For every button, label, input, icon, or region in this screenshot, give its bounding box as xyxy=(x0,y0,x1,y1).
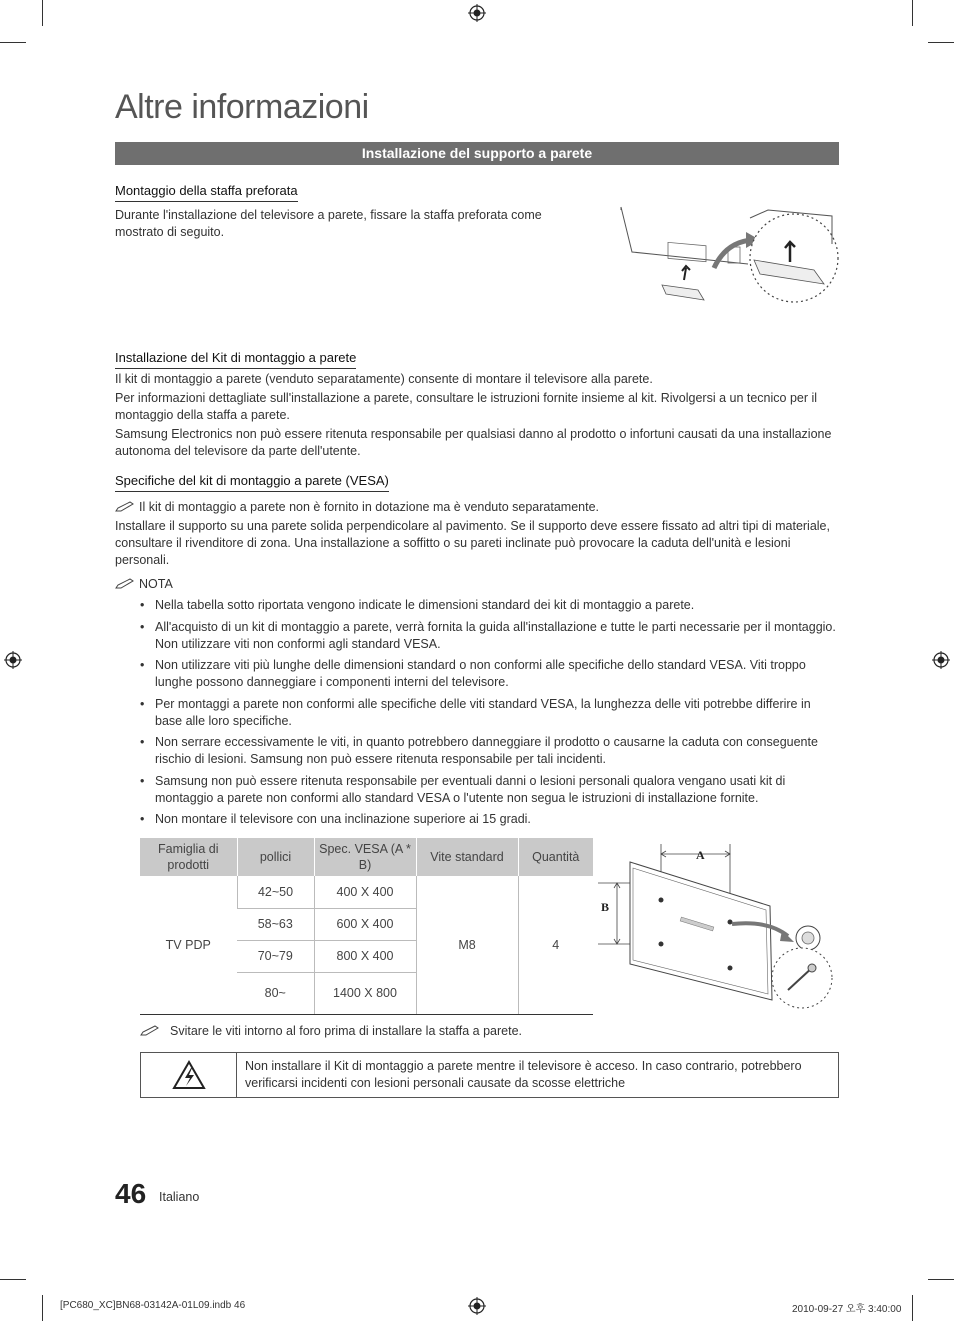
page-language: Italiano xyxy=(159,1190,200,1204)
pencil-note-icon xyxy=(115,501,135,513)
screw-note-text: Svitare le viti intorno al foro prima di installare la staffa a parete. xyxy=(170,1024,523,1038)
crop-mark xyxy=(928,42,954,43)
note-item: • Non utilizzare viti più lunghe delle dimensioni standard o non conformi alle specifiche dello standard VESA. Viti troppo lunghe possono danneggiare i componenti interni del televisore. xyxy=(140,657,840,691)
crop-mark xyxy=(42,0,43,26)
column-header: Vite standard xyxy=(416,838,518,876)
kit-heading: Installazione del Kit di montaggio a parete xyxy=(115,350,356,369)
vesa-spec-table xyxy=(140,838,593,1015)
note-item: • All'acquisto di un kit di montaggio a parete, verrà fornita la guida all'installazione e tutte le parti necessarie per il montaggio. Non utilizzare viti non conformi agli standard VESA. xyxy=(140,619,840,653)
registration-mark-icon xyxy=(468,1297,486,1315)
registration-mark-icon xyxy=(468,4,486,22)
crop-mark xyxy=(928,1279,954,1280)
crop-mark xyxy=(42,1295,43,1321)
kit-paragraph-1: Il kit di montaggio a parete (venduto separatamente) consente di montare il televisore alla parete. xyxy=(115,372,653,386)
note-item: • Non montare il televisore con una inclinazione superiore ai 15 gradi. xyxy=(140,811,840,828)
electric-shock-warning-icon xyxy=(172,1060,206,1090)
bracket-illustration xyxy=(618,202,842,316)
vesa-heading: Specifiche del kit di montaggio a parete (VESA) xyxy=(115,473,389,492)
inches-cell: 58~63 xyxy=(237,908,314,940)
note-item: • Nella tabella sotto riportata vengono indicate le dimensioni standard dei kit di montaggio a parete. xyxy=(140,597,840,614)
inches-cell: 80~ xyxy=(237,972,314,1014)
pencil-note-icon xyxy=(140,1025,160,1037)
screw-note-row xyxy=(140,1023,840,1040)
dimension-label-a: A xyxy=(696,848,705,862)
pencil-note-icon xyxy=(115,578,135,590)
warning-box xyxy=(140,1052,839,1098)
page-number: 46 xyxy=(115,1178,147,1209)
note-item: • Per montaggi a parete non conformi alle specifiche delle viti standard VESA, la lunghezza delle viti potrebbe differire in base alle loro specifiche. xyxy=(140,696,840,730)
quantity-cell: 4 xyxy=(518,876,593,1014)
inches-cell: 42~50 xyxy=(237,876,314,908)
registration-mark-icon xyxy=(4,651,22,669)
kit-paragraph-3: Samsung Electronics non può essere ritenuta responsabile per qualsiasi danno al prodotto o infortuni causati da una installazione autonoma del televisore da parte dell'utente. xyxy=(115,427,832,458)
note-list xyxy=(140,597,840,833)
column-header: Spec. VESA (A * B) xyxy=(314,838,416,876)
bracket-text: Durante l'installazione del televisore a parete, fissare la staffa preforata come mostrato di seguito. xyxy=(115,208,542,239)
table-row xyxy=(140,876,593,908)
kit-paragraph-2: Per informazioni dettagliate sull'installazione a parete, consultare le istruzioni fornite insieme al kit. Rivolgersi a un tecnico per il montaggio della staffa a parete. xyxy=(115,391,818,422)
crop-mark xyxy=(0,1279,26,1280)
bracket-heading: Montaggio della staffa preforata xyxy=(115,183,298,202)
warning-icon-cell xyxy=(141,1053,237,1097)
footer-file-info: [PC680_XC]BN68-03142A-01L09.indb 46 xyxy=(60,1300,246,1311)
column-header: Famiglia di prodotti xyxy=(140,838,237,876)
crop-mark xyxy=(0,42,26,43)
spec-cell: 1400 X 800 xyxy=(314,972,416,1014)
spec-cell: 400 X 400 xyxy=(314,876,416,908)
crop-mark xyxy=(912,0,913,26)
page-title: Altre informazioni xyxy=(115,88,369,126)
nota-label-row xyxy=(115,576,173,593)
vesa-note-not-included xyxy=(115,499,840,516)
screw-cell: M8 xyxy=(416,876,518,1014)
vesa-install-text: Installare il supporto su una parete solida perpendicolare al pavimento. Se il supporto deve essere fissato ad altri tipi di materiale, consultare il rivenditore di zona. Una installazione a soffitto o su pareti inclinate può provocare la caduta dell'unità e lesioni personali. xyxy=(115,519,830,567)
crop-mark xyxy=(912,1295,913,1321)
column-header: pollici xyxy=(237,838,314,876)
column-header: Quantità xyxy=(518,838,593,876)
family-cell: TV PDP xyxy=(140,876,237,1014)
footer-timestamp: 2010-09-27 오후 3:40:00 xyxy=(792,1304,902,1315)
table-header-row xyxy=(140,838,593,876)
warning-text: Non installare il Kit di montaggio a parete mentre il televisore è acceso. In caso contrario, potrebbero verificarsi incidenti con lesioni personali causate da scosse elettriche xyxy=(245,1059,802,1090)
vesa-note-text: Il kit di montaggio a parete non è fornito in dotazione ma è venduto separatamente. xyxy=(139,500,600,514)
spec-cell: 800 X 400 xyxy=(314,940,416,972)
section-title-bar: Installazione del supporto a parete xyxy=(115,142,839,165)
spec-cell: 600 X 400 xyxy=(314,908,416,940)
inches-cell: 70~79 xyxy=(237,940,314,972)
note-item: • Samsung non può essere ritenuta responsabile per eventuali danni o lesioni personali qualora vengano usati kit di montaggio a parete non conformi allo standard VESA o l'utente non segua le istruzioni di installazione fornite. xyxy=(140,773,840,807)
nota-label: NOTA xyxy=(139,577,173,591)
registration-mark-icon xyxy=(932,651,950,669)
dimension-label-b: B xyxy=(601,900,610,914)
note-item: • Non serrare eccessivamente le viti, in quanto potrebbero danneggiare il prodotto o causarne la caduta con conseguente rischio di lesioni. Samsung non può essere ritenuta responsabile per tali incidenti. xyxy=(140,734,840,768)
tv-back-diagram xyxy=(598,840,838,1010)
